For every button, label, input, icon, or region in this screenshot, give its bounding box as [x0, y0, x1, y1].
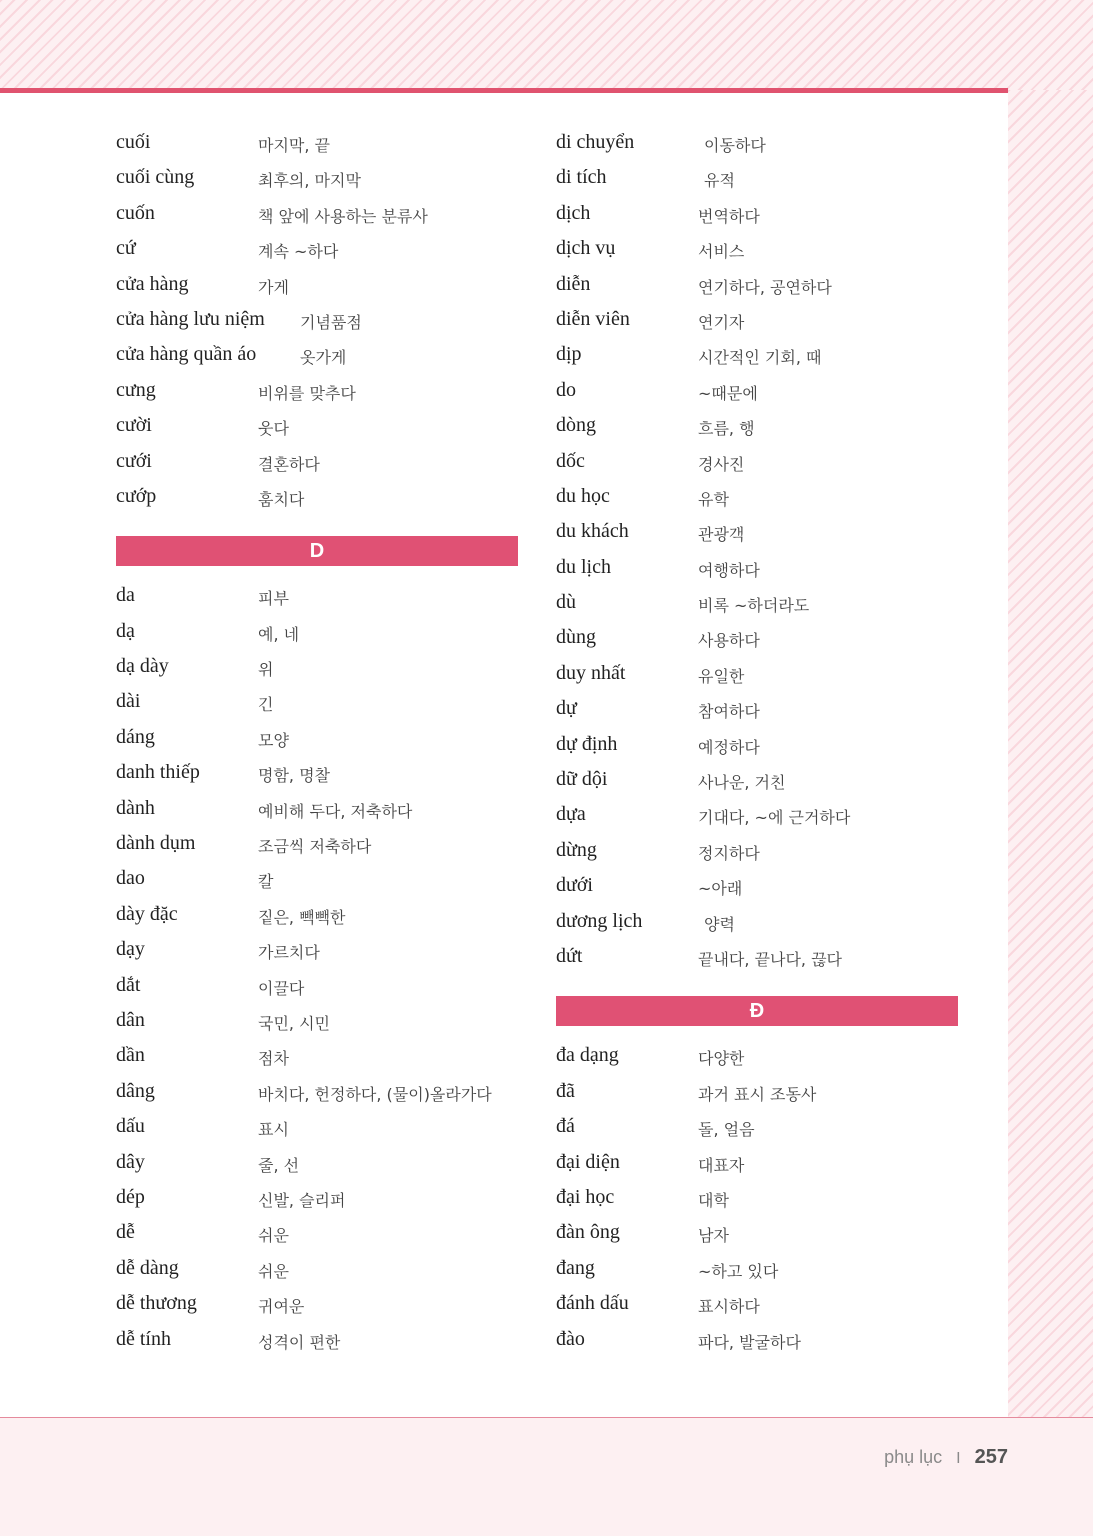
korean-meaning: 번역하다 — [698, 206, 760, 226]
korean-meaning: 훔치다 — [258, 489, 305, 509]
korean-meaning: 쉬운 — [258, 1261, 289, 1281]
korean-meaning: 파다, 발굴하다 — [698, 1332, 801, 1352]
glossary-entry — [116, 1288, 518, 1323]
glossary-entry — [116, 651, 518, 686]
korean-meaning: 대표자 — [698, 1155, 745, 1175]
vietnamese-term: dùng — [556, 626, 596, 649]
vietnamese-term: dứt — [556, 944, 583, 967]
korean-meaning: 다양한 — [698, 1049, 745, 1069]
glossary-entry — [556, 162, 958, 197]
glossary-entry — [556, 481, 958, 516]
glossary-entry — [556, 1076, 958, 1111]
vietnamese-term: dành — [116, 796, 155, 819]
vietnamese-term: dữ dội — [556, 768, 608, 791]
vietnamese-term: dần — [116, 1044, 145, 1067]
vietnamese-term: do — [556, 378, 576, 401]
korean-meaning: 유학 — [698, 489, 729, 509]
glossary-entry — [556, 233, 958, 268]
entry-list-d-continued — [556, 127, 958, 976]
glossary-entry — [116, 233, 518, 268]
korean-meaning: 최후의, 마지막 — [258, 171, 361, 191]
footer-separator: I — [956, 1450, 961, 1467]
glossary-entry — [116, 828, 518, 863]
korean-meaning: 흐름, 행 — [698, 419, 755, 439]
glossary-entry — [116, 1182, 518, 1217]
korean-meaning: 이끌다 — [258, 978, 305, 998]
korean-meaning: 참여하다 — [698, 702, 760, 722]
korean-meaning: 양력 — [704, 914, 735, 934]
glossary-entry — [556, 835, 958, 870]
vietnamese-term: dáng — [116, 725, 155, 748]
vietnamese-term: dài — [116, 690, 141, 713]
vietnamese-term: đàn ông — [556, 1221, 620, 1244]
vietnamese-term: cuối — [116, 131, 151, 153]
korean-meaning: 짙은, 빽빽한 — [258, 907, 346, 927]
glossary-entry — [116, 686, 518, 721]
vietnamese-term: dịp — [556, 343, 582, 366]
korean-meaning: 바치다, 헌정하다, (물이)올라가다 — [258, 1084, 492, 1104]
vietnamese-term: cưới — [116, 449, 152, 472]
korean-meaning: 연기하다, 공연하다 — [698, 277, 832, 297]
glossary-entry — [116, 1076, 518, 1111]
korean-meaning: 명함, 명찰 — [258, 766, 330, 786]
korean-meaning: 과거 표시 조동사 — [698, 1084, 817, 1104]
vietnamese-term: đã — [556, 1079, 575, 1102]
footer-section-label: phụ lục — [884, 1447, 943, 1467]
korean-meaning: 성격이 편한 — [258, 1332, 341, 1352]
glossary-entry — [556, 941, 958, 976]
vietnamese-term: du lịch — [556, 555, 611, 578]
korean-meaning: 시간적인 기회, 때 — [698, 348, 822, 368]
korean-meaning: 마지막, 끝 — [258, 136, 330, 155]
vietnamese-term: cười — [116, 414, 152, 437]
vietnamese-term: dấu — [116, 1115, 145, 1138]
korean-meaning: ~아래 — [698, 879, 743, 899]
vietnamese-term: dày đặc — [116, 902, 178, 925]
korean-meaning: 이동하다 — [704, 136, 766, 155]
korean-meaning: 관광객 — [698, 525, 745, 545]
vietnamese-term: dễ thương — [116, 1292, 197, 1315]
vietnamese-term: dự định — [556, 732, 618, 755]
glossary-entry — [556, 198, 958, 233]
glossary-entry — [116, 304, 518, 339]
glossary-entry — [116, 899, 518, 934]
korean-meaning: 쉬운 — [258, 1226, 289, 1246]
glossary-entry — [556, 1040, 958, 1075]
korean-meaning: 기대다, ~에 근거하다 — [698, 808, 851, 828]
glossary-entry — [116, 1253, 518, 1288]
korean-meaning: 피부 — [258, 589, 289, 609]
glossary-entry — [556, 1288, 958, 1323]
korean-meaning: 사나운, 거친 — [698, 773, 786, 793]
glossary-entry — [556, 552, 958, 587]
glossary-entry — [116, 793, 518, 828]
glossary-entry — [116, 616, 518, 651]
vietnamese-term: dây — [116, 1150, 145, 1173]
glossary-entry — [556, 516, 958, 551]
section-header-d: D — [116, 536, 518, 566]
korean-meaning: 비록 ~하더라도 — [698, 596, 810, 616]
vietnamese-term: đang — [556, 1256, 595, 1279]
vietnamese-term: dân — [116, 1008, 145, 1031]
vietnamese-term: dù — [556, 591, 576, 614]
glossary-entry — [556, 410, 958, 445]
glossary-entry — [116, 127, 518, 162]
page-number: 257 — [974, 1446, 1008, 1468]
vietnamese-term: diễn — [556, 272, 591, 295]
vietnamese-term: đa dạng — [556, 1044, 619, 1067]
glossary-entry — [556, 587, 958, 622]
glossary-entry — [116, 375, 518, 410]
glossary-entry — [116, 757, 518, 792]
korean-meaning: 점차 — [258, 1049, 289, 1069]
korean-meaning: 예, 네 — [258, 624, 300, 644]
vietnamese-term: dự — [556, 697, 577, 720]
glossary-entry — [556, 658, 958, 693]
korean-meaning: 연기자 — [698, 312, 745, 332]
korean-meaning: 대학 — [698, 1190, 729, 1210]
korean-meaning: 가르치다 — [258, 943, 320, 963]
vietnamese-term: cuối cùng — [116, 166, 195, 189]
glossary-entry — [556, 339, 958, 374]
vietnamese-term: dễ tính — [116, 1327, 171, 1350]
korean-meaning: 표시하다 — [698, 1297, 760, 1317]
decorative-stripe-band-right — [1008, 90, 1093, 1418]
vietnamese-term: di tích — [556, 166, 607, 189]
vietnamese-term: cửa hàng lưu niệm — [116, 307, 265, 330]
glossary-entry — [116, 1005, 518, 1040]
vietnamese-term: dao — [116, 867, 145, 890]
korean-meaning: 국민, 시민 — [258, 1013, 330, 1033]
vietnamese-term: cưng — [116, 378, 156, 401]
glossary-entry — [116, 1217, 518, 1252]
korean-meaning: 모양 — [258, 730, 289, 750]
vietnamese-term: da — [116, 584, 135, 607]
glossary-entry — [556, 269, 958, 304]
glossary-entry — [116, 1111, 518, 1146]
glossary-entry — [116, 446, 518, 481]
korean-meaning: 결혼하다 — [258, 454, 320, 474]
glossary-entry — [556, 446, 958, 481]
vietnamese-term: cứ — [116, 237, 136, 260]
glossary-entry — [116, 863, 518, 898]
glossary-entry — [116, 722, 518, 757]
korean-meaning: 책 앞에 사용하는 분류사 — [258, 206, 428, 226]
entry-list-dd — [556, 1040, 958, 1359]
vietnamese-term: dương lịch — [556, 909, 643, 932]
vietnamese-term: dạ dày — [116, 655, 169, 678]
vietnamese-term: dòng — [556, 414, 596, 437]
vietnamese-term: dâng — [116, 1079, 155, 1102]
vietnamese-term: di chuyển — [556, 131, 635, 153]
glossary-entry — [556, 764, 958, 799]
glossary-entry — [556, 1253, 958, 1288]
korean-meaning: 비위를 맞추다 — [258, 383, 356, 403]
glossary-entry — [556, 375, 958, 410]
korean-meaning: 서비스 — [698, 242, 745, 262]
korean-meaning: 끝내다, 끝나다, 끊다 — [698, 949, 842, 969]
glossary-entry — [556, 1147, 958, 1182]
vietnamese-term: duy nhất — [556, 661, 626, 684]
korean-meaning: 긴 — [258, 695, 274, 715]
korean-meaning: 귀여운 — [258, 1297, 305, 1317]
glossary-entry — [556, 906, 958, 941]
glossary-entry — [116, 410, 518, 445]
korean-meaning: 예정하다 — [698, 737, 760, 757]
korean-meaning: 예비해 두다, 저축하다 — [258, 801, 413, 821]
glossary-entry — [116, 1147, 518, 1182]
korean-meaning: 조금씩 저축하다 — [258, 837, 372, 857]
vietnamese-term: dắt — [116, 973, 141, 996]
korean-meaning: ~하고 있다 — [698, 1261, 779, 1281]
vietnamese-term: đại học — [556, 1185, 615, 1208]
korean-meaning: 경사진 — [698, 454, 745, 474]
korean-meaning: 신발, 슬리퍼 — [258, 1190, 346, 1210]
korean-meaning: 정지하다 — [698, 843, 760, 863]
glossary-column-right — [556, 127, 958, 1359]
vietnamese-term: diễn viên — [556, 307, 630, 330]
vietnamese-term: đào — [556, 1327, 585, 1350]
korean-meaning: 유일한 — [698, 666, 745, 686]
vietnamese-term: cửa hàng quần áo — [116, 343, 257, 366]
vietnamese-term: cuốn — [116, 201, 155, 224]
vietnamese-term: dưới — [556, 874, 593, 897]
glossary-entry — [116, 970, 518, 1005]
glossary-entry — [556, 304, 958, 339]
glossary-entry — [116, 1040, 518, 1075]
vietnamese-term: dựa — [556, 803, 586, 826]
korean-meaning: 여행하다 — [698, 560, 760, 580]
vietnamese-term: cướp — [116, 484, 157, 507]
glossary-entry — [556, 693, 958, 728]
korean-meaning: 계속 ~하다 — [258, 242, 339, 262]
vietnamese-term: đại diện — [556, 1150, 620, 1173]
vietnamese-term: dịch — [556, 201, 591, 224]
korean-meaning: 사용하다 — [698, 631, 760, 651]
glossary-entry — [556, 1217, 958, 1252]
vietnamese-term: dễ — [116, 1221, 135, 1244]
korean-meaning: 유적 — [704, 171, 735, 191]
korean-meaning: 돌, 얼음 — [698, 1120, 755, 1140]
entry-list-d — [116, 580, 518, 1359]
vietnamese-term: dạ — [116, 619, 135, 642]
vietnamese-term: dễ dàng — [116, 1256, 179, 1279]
korean-meaning: 칼 — [258, 872, 274, 892]
glossary-entry — [116, 1324, 518, 1359]
entry-list-c — [116, 127, 518, 516]
vietnamese-term: đá — [556, 1115, 575, 1138]
page-footer — [884, 1446, 1008, 1469]
vietnamese-term: dịch vụ — [556, 237, 616, 260]
glossary-column-left — [116, 127, 518, 1359]
vietnamese-term: dạy — [116, 938, 145, 961]
glossary-entry — [556, 799, 958, 834]
vietnamese-term: dành dụm — [116, 832, 196, 855]
vietnamese-term: dép — [116, 1185, 145, 1208]
glossary-entry — [116, 934, 518, 969]
glossary-entry — [116, 162, 518, 197]
vietnamese-term: cửa hàng — [116, 272, 189, 295]
glossary-entry — [116, 339, 518, 374]
glossary-entry — [116, 269, 518, 304]
korean-meaning: 가게 — [258, 277, 289, 297]
vietnamese-term: đánh dấu — [556, 1292, 629, 1315]
glossary-entry — [556, 1324, 958, 1359]
glossary-entry — [556, 622, 958, 657]
vietnamese-term: du học — [556, 484, 610, 507]
korean-meaning: 기념품점 — [300, 312, 362, 332]
footer-rule — [0, 1417, 1093, 1418]
korean-meaning: 줄, 선 — [258, 1155, 300, 1175]
korean-meaning: 웃다 — [258, 419, 289, 439]
glossary-entry — [556, 1111, 958, 1146]
vietnamese-term: dừng — [556, 838, 597, 861]
glossary-entry — [556, 1182, 958, 1217]
vietnamese-term: du khách — [556, 520, 629, 543]
vietnamese-term: dốc — [556, 449, 585, 472]
glossary-entry — [116, 481, 518, 516]
glossary-entry — [116, 198, 518, 233]
glossary-entry — [556, 870, 958, 905]
vietnamese-term: danh thiếp — [116, 761, 200, 784]
korean-meaning: 위 — [258, 660, 274, 680]
korean-meaning: 남자 — [698, 1226, 729, 1246]
glossary-entry — [556, 729, 958, 764]
section-header-dd: Đ — [556, 996, 958, 1026]
glossary-entry — [116, 580, 518, 615]
korean-meaning: ~때문에 — [698, 383, 758, 403]
decorative-stripe-band-top — [0, 0, 1093, 90]
korean-meaning: 표시 — [258, 1120, 289, 1140]
glossary-entry — [556, 127, 958, 162]
korean-meaning: 옷가게 — [300, 348, 347, 368]
